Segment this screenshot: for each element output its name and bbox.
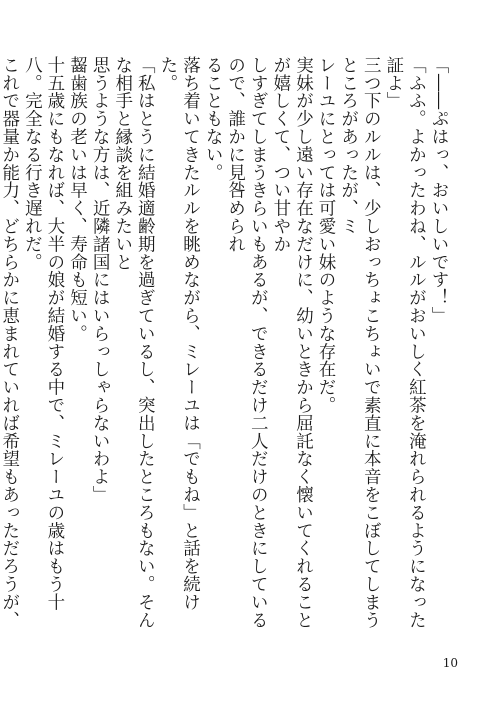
- text-line: これで器量か能力、どちらかに恵まれていれば希望もあっただろうが、: [0, 56, 20, 629]
- novel-page-text: [0, 56, 450, 636]
- text-line: 十五歳にもなれば、大半の娘が結婚する中で、ミレーユの歳はもう十八。完全なる行き遅れだ。: [22, 56, 65, 611]
- text-line: 三つ下のルルは、少しおっちょこちょいで素直に本音をこぼしてしまうところがあったが、ミ: [338, 56, 382, 629]
- text-line: 齧歯族の老いは早く、寿命も短い。: [67, 56, 88, 343]
- text-line: 「――ぷはっ、おいしいです！」: [429, 56, 449, 325]
- text-line: レーユにとっては可愛い妹のような存在だ。: [316, 56, 337, 414]
- text-line: 思うような方は、近隣諸国にはいらっしゃらないわよ」: [90, 56, 111, 504]
- text-line: 「ふふ。よかったわね、ルルがおいしく紅茶を淹れられるようになった証よ」: [383, 56, 427, 629]
- text-line: 落ち着いてきたルルを眺めながら、ミレーユは「でもね」と話を続けた。: [157, 56, 201, 611]
- text-line: ることもない。: [203, 56, 224, 182]
- text-line: しすぎてしまうきらいもあるが、できるだけ二人だけのときにしているので、誰かに見咎められ: [225, 56, 269, 629]
- page-number: 10: [442, 656, 458, 670]
- text-line: 「私はとうに結婚適齢期を過ぎているし、突出したところもない。そんな相手と縁談を組みたいと: [112, 56, 156, 629]
- text-line: 実妹が少し遠い存在なだけに、幼いときから屈託なく懐いてくれることが嬉しくて、つい甘やか: [270, 56, 314, 629]
